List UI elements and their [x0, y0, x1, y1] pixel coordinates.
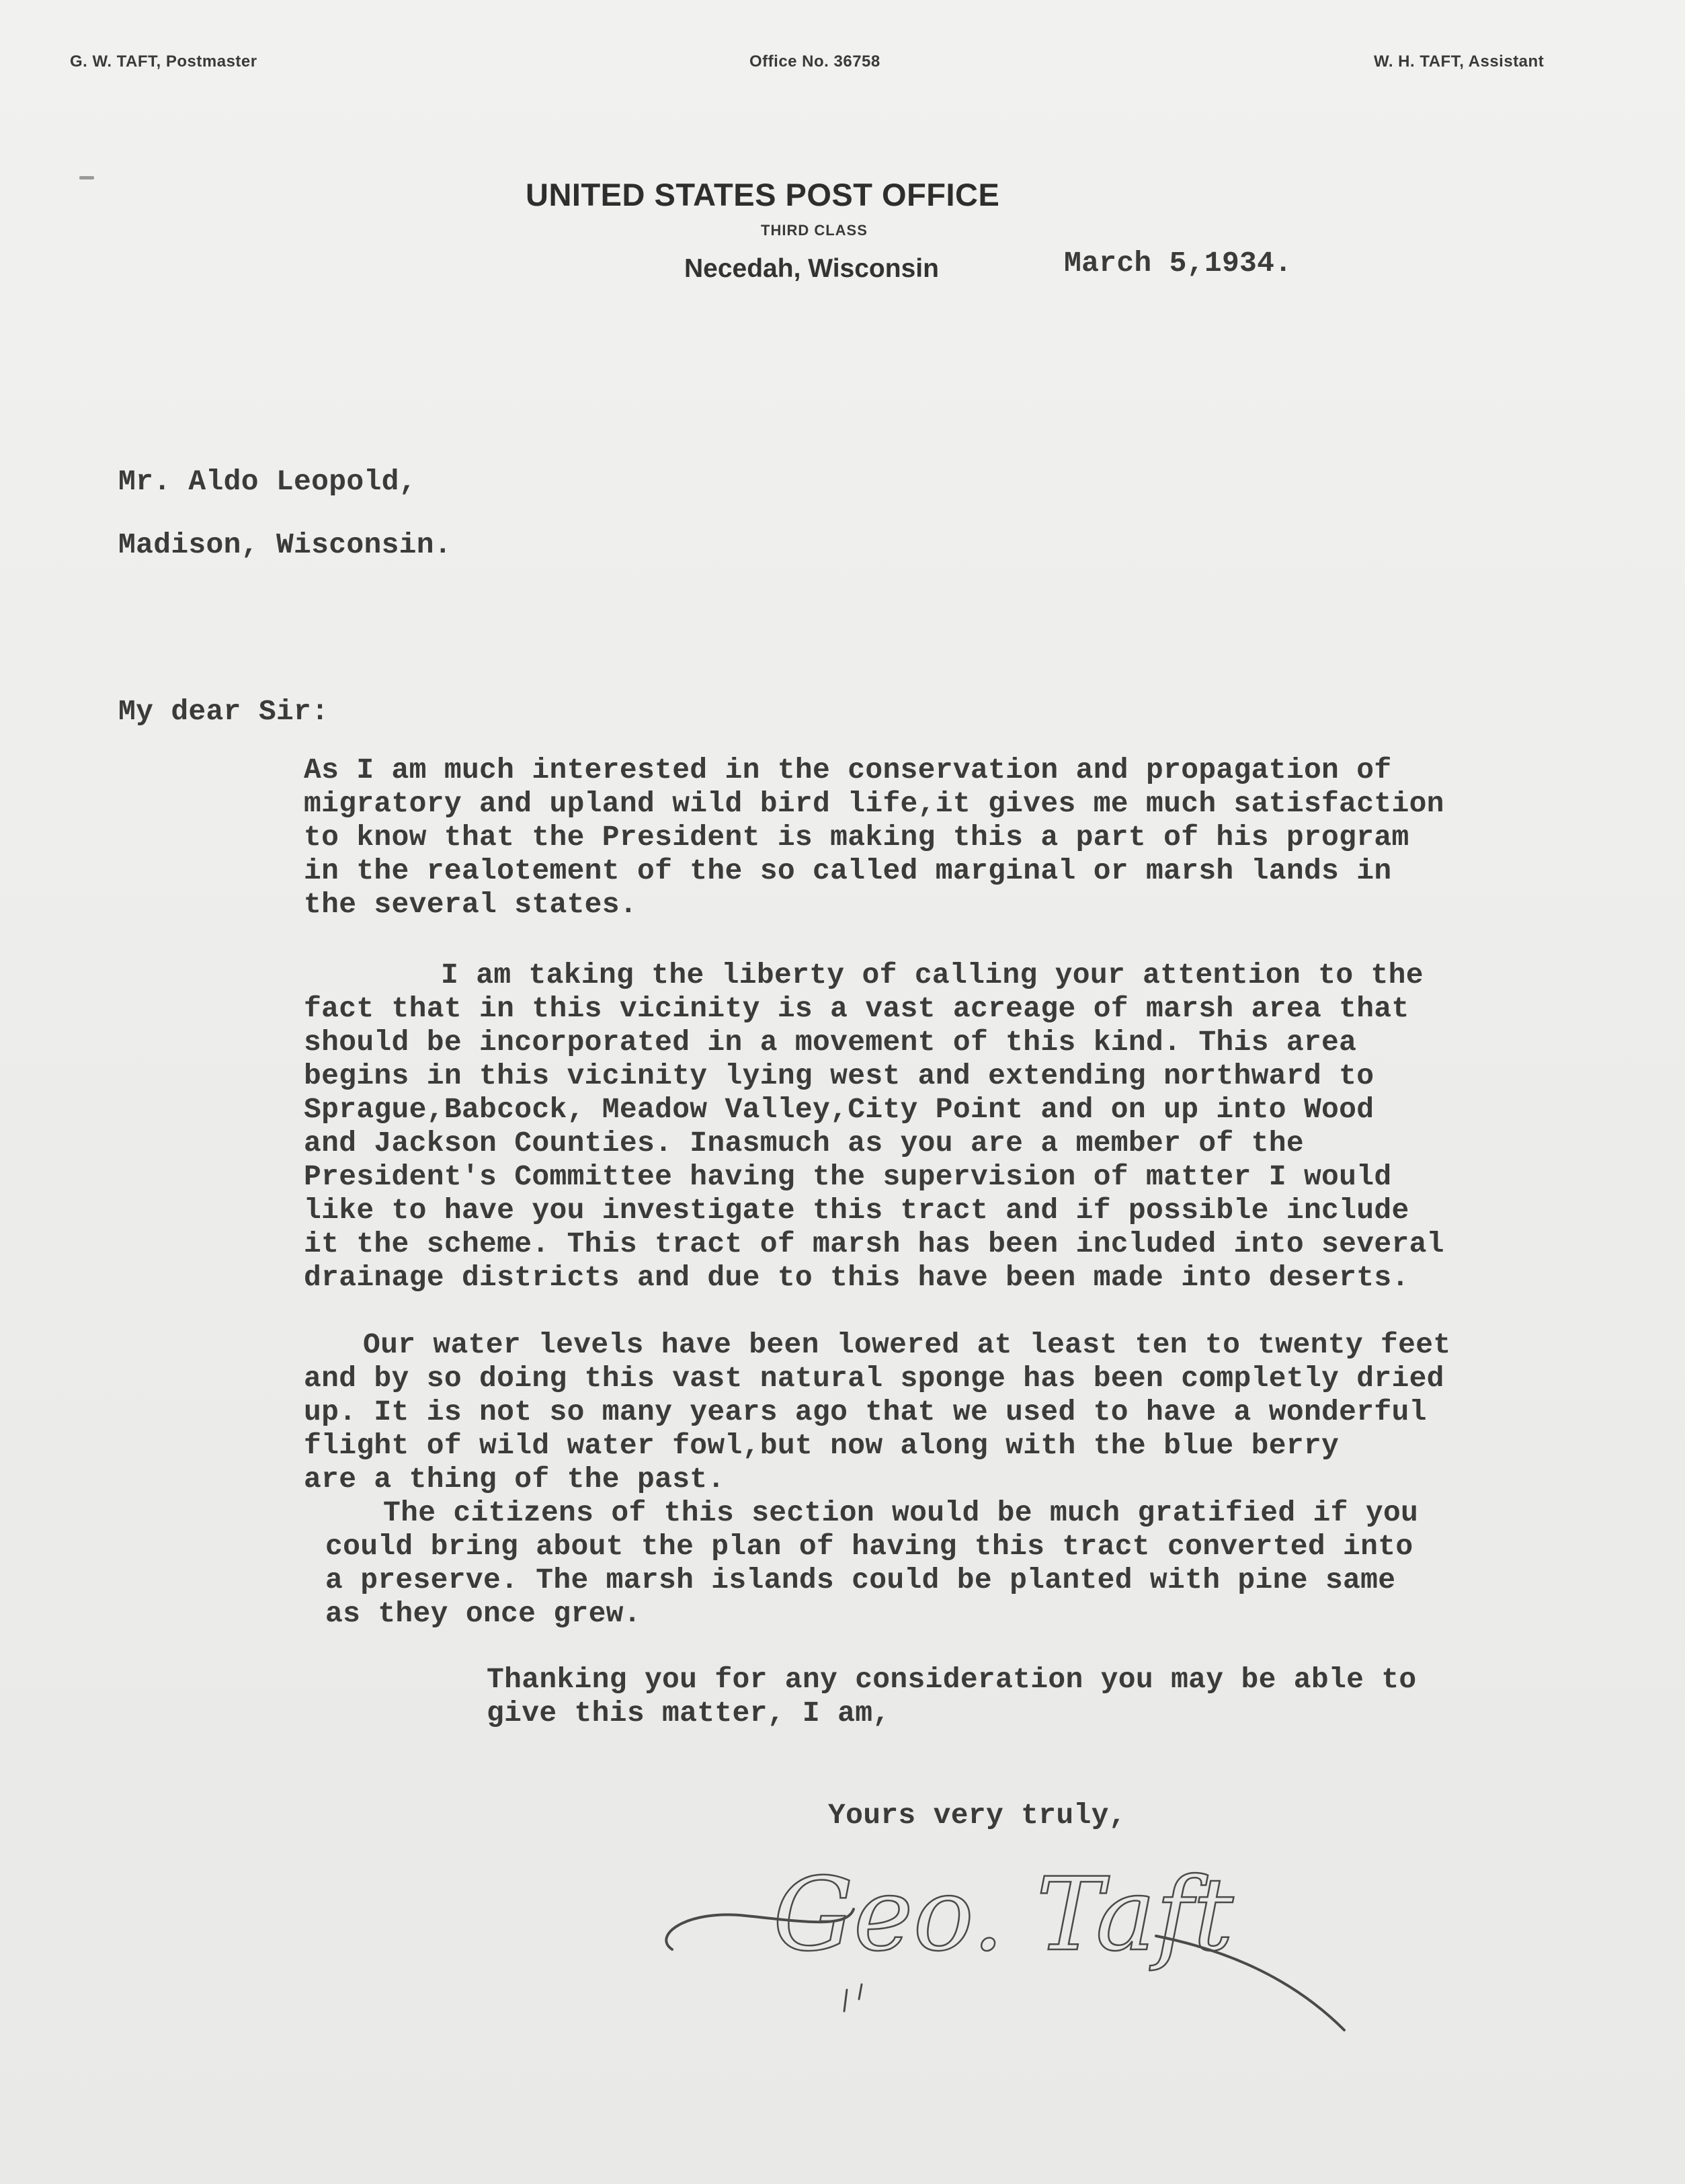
closing: Yours very truly,: [828, 1799, 1126, 1832]
paper-mark: [79, 176, 94, 179]
salutation: My dear Sir:: [118, 695, 329, 728]
recipient-city: Madison, Wisconsin.: [118, 528, 452, 561]
body-line: and by so doing this vast natural sponge has been completly dried: [304, 1362, 1444, 1395]
body-line: and Jackson Counties. Inasmuch as you are a member of the: [304, 1127, 1304, 1160]
body-line: the several states.: [304, 888, 637, 921]
letterhead-city: Necedah, Wisconsin: [684, 254, 939, 283]
body-line: like to have you investigate this tract and if possible include: [304, 1194, 1409, 1227]
body-line: migratory and upland wild bird life,it gives me much satisfaction: [304, 787, 1444, 820]
letter-date: March 5,1934.: [1064, 247, 1292, 280]
body-line: begins in this vicinity lying west and extending northward to: [304, 1059, 1374, 1092]
body-line: Sprague,Babcock, Meadow Valley,City Point and on up into Wood: [304, 1093, 1374, 1126]
body-line: up. It is not so many years ago that we used to have a wonderful: [304, 1396, 1427, 1428]
body-line: Our water levels have been lowered at least ten to twenty feet: [363, 1328, 1451, 1361]
body-line: it the scheme. This tract of marsh has been included into several: [304, 1227, 1444, 1260]
body-line: The citizens of this section would be much gratified if you: [383, 1496, 1419, 1529]
body-line: Thanking you for any consideration you may be able to: [487, 1663, 1417, 1696]
body-line: in the realotement of the so called marginal or marsh lands in: [304, 854, 1392, 887]
body-line: drainage districts and due to this have been made into deserts.: [304, 1261, 1409, 1294]
body-line: could bring about the plan of having this tract converted into: [325, 1530, 1413, 1563]
body-line: are a thing of the past.: [304, 1463, 725, 1496]
letterhead-assistant: W. H. TAFT, Assistant: [1374, 52, 1545, 71]
recipient-name: Mr. Aldo Leopold,: [118, 465, 417, 498]
body-line: fact that in this vicinity is a vast acreage of marsh area that: [304, 992, 1409, 1025]
signature-text: Geo. Taft: [773, 1857, 1234, 1974]
body-line: As I am much interested in the conservation and propagation of: [304, 754, 1392, 786]
body-line: should be incorporated in a movement of this kind. This area: [304, 1026, 1357, 1059]
signature: [645, 1835, 1378, 2037]
letterhead-title: UNITED STATES POST OFFICE: [526, 177, 1000, 212]
body-line: a preserve. The marsh islands could be planted with pine same: [325, 1564, 1396, 1596]
letterhead-postmaster: G. W. TAFT, Postmaster: [70, 52, 257, 71]
body-line: President's Committee having the supervision of matter I would: [304, 1160, 1392, 1193]
body-line: flight of wild water fowl,but now along with the blue berry: [304, 1429, 1340, 1462]
letterhead-class: THIRD CLASS: [761, 222, 868, 239]
body-line: as they once grew.: [325, 1597, 641, 1630]
body-line: to know that the President is making this a part of his program: [304, 821, 1409, 854]
signature-ticks: [844, 1984, 862, 2011]
body-line: give this matter, I am,: [487, 1697, 891, 1730]
body-line: I am taking the liberty of calling your attention to the: [441, 959, 1424, 992]
letterhead-office-number: Office No. 36758: [749, 52, 880, 71]
